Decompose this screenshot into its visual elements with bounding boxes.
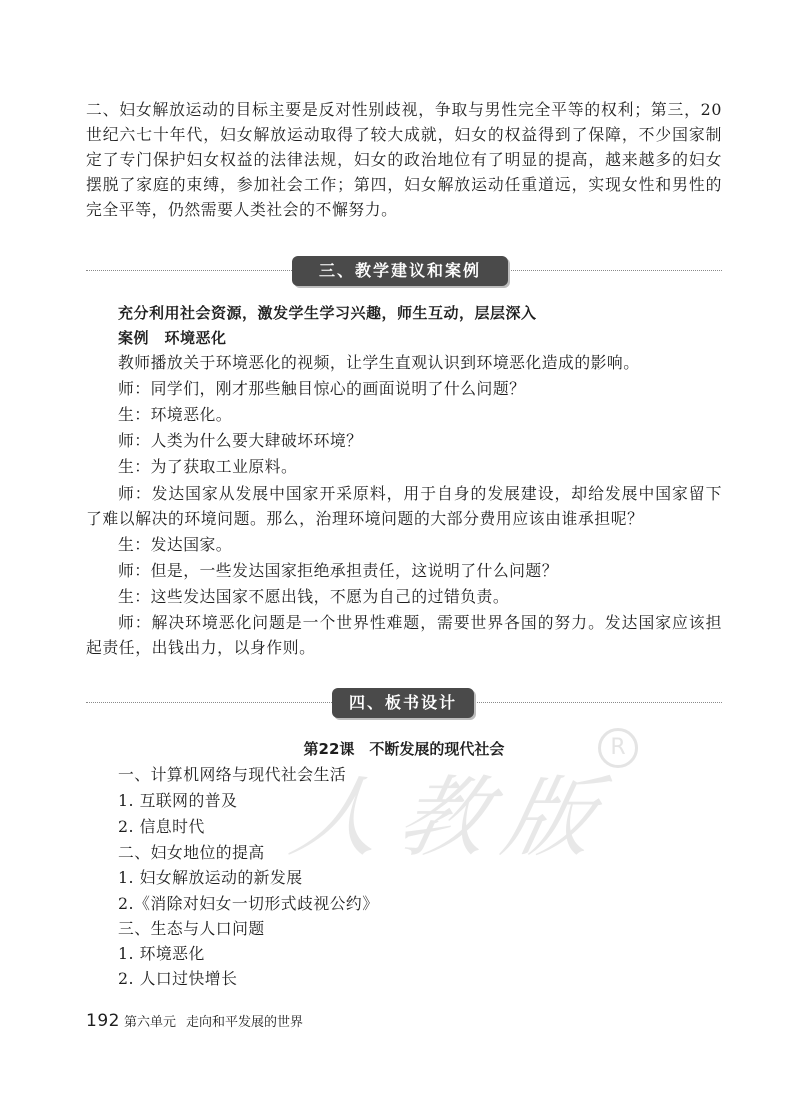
outline-item: 一、计算机网络与现代社会生活 xyxy=(118,765,347,784)
outline-item: 1. 互联网的普及 xyxy=(118,791,238,810)
section-3-header xyxy=(86,256,722,286)
unit-label: 第六单元 xyxy=(123,1015,176,1030)
outline-item: 2. 人口过快增长 xyxy=(118,969,238,988)
dialog-paragraph: 师：发达国家从发展中国家开采原料，用于自身的发展建设，却给发展中国家留下了难以解决的环境问题。那么，治理环境问题的大部分费用应该由谁承担呢？ xyxy=(86,484,722,528)
watermark: 人教版 xyxy=(282,766,623,869)
dialog-line: 生：发达国家。 xyxy=(118,535,233,554)
outline-item: 1. 妇女解放运动的新发展 xyxy=(118,868,303,887)
outline-item: 2. 信息时代 xyxy=(118,817,205,836)
unit-title: 走向和平发展的世界 xyxy=(185,1015,303,1030)
intro-paragraph: 二、妇女解放运动的目标主要是反对性别歧视，争取与男性完全平等的权利；第三，20世纪六七十年代，妇女解放运动取得了较大成就，妇女的权益得到了保障，不少国家制定了专门保护妇女权益的法律法规，妇女的政治地位有了明显的提高，越来越多的妇女摆脱了家庭的束缚，参加社会工作；第四，妇女解放运动任重道远，实现女性和男性的完全平等，仍然需要人类社会的不懈努力。 xyxy=(86,100,722,219)
registered-mark-icon: R xyxy=(598,728,638,768)
section-4-header xyxy=(86,688,722,718)
dialog-line: 师：但是，一些发达国家拒绝承担责任，这说明了什么问题？ xyxy=(118,561,559,580)
section-3-subheading: 充分利用社会资源，激发学生学习兴趣，师生互动，层层深入 xyxy=(118,304,537,322)
page-number: 192 xyxy=(86,1011,120,1031)
outline-item: 二、妇女地位的提高 xyxy=(118,843,265,862)
dialog-line: 生：这些发达国家不愿出钱，不愿为自己的过错负责。 xyxy=(118,587,510,606)
outline-item: 三、生态与人口问题 xyxy=(118,919,265,938)
dialog-line: 生：为了获取工业原料。 xyxy=(118,457,298,476)
section-3-title: 三、教学建议和案例 xyxy=(292,256,508,286)
dialog-line: 生：环境恶化。 xyxy=(118,405,233,424)
dialog-paragraph: 师：解决环境恶化问题是一个世界性难题，需要世界各国的努力。发达国家应该担起责任，出钱出力，以身作则。 xyxy=(86,613,722,657)
outline-item: 1. 环境恶化 xyxy=(118,944,205,963)
case-title: 案例 环境恶化 xyxy=(118,329,227,347)
outline-item: 2.《消除对妇女一切形式歧视公约》 xyxy=(118,894,379,913)
page-footer xyxy=(86,1011,303,1031)
dialog-line: 师：同学们，刚才那些触目惊心的画面说明了什么问题？ xyxy=(118,379,526,398)
lesson-title: 第22课 不断发展的现代社会 xyxy=(303,740,505,758)
dialog-line: 教师播放关于环境恶化的视频，让学生直观认识到环境恶化造成的影响。 xyxy=(118,353,640,372)
dialog-line: 师：人类为什么要大肆破坏环境？ xyxy=(118,431,363,450)
section-4-title: 四、板书设计 xyxy=(332,688,474,718)
